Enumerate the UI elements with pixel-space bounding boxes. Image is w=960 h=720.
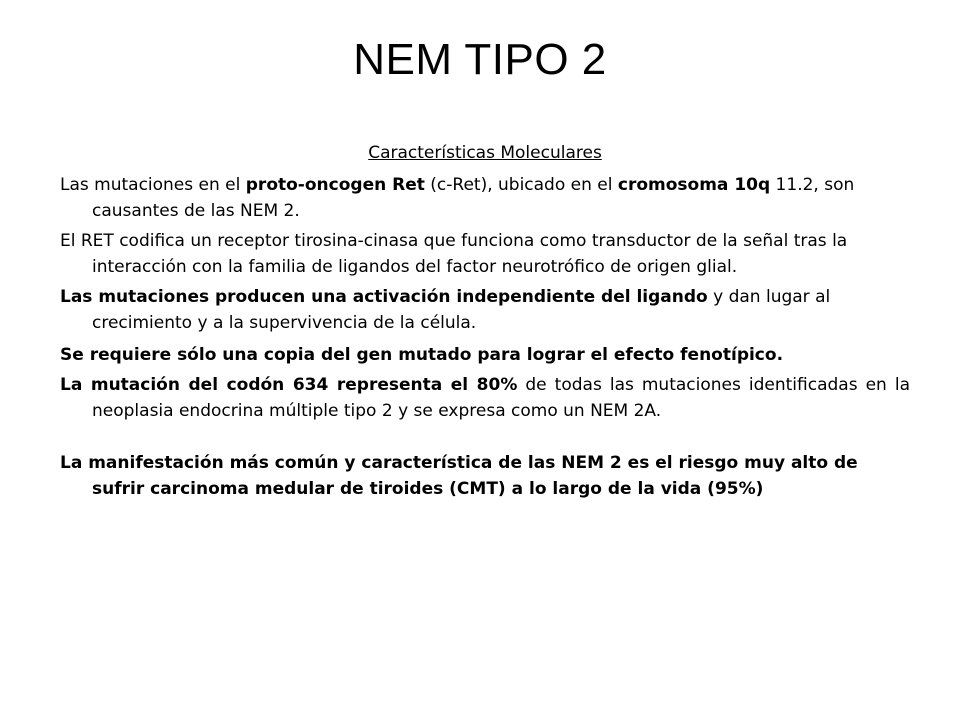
text-fragment: de todas las mutaciones identificadas en la neoplasia endocrina múltiple tipo 2 y se expresa como un NEM 2A. [92, 375, 910, 421]
text-fragment: Las mutaciones en el [60, 175, 246, 195]
paragraph-ret-receptor: El RET codifica un receptor tirosina-cinasa que funciona como transductor de la señal tras la interacción con la familia de ligandos del factor neurotrófico de origen glial. [60, 231, 848, 277]
text-fragment: (c-Ret), ubicado en el [424, 175, 618, 195]
slide-body [60, 140, 910, 506]
paragraph-single-copy [60, 342, 910, 368]
bold-statement-cmt: La manifestación más común y característica de las NEM 2 es el riesgo muy alto de sufrir carcinoma medular de tiroides (CMT) a lo largo de la vida (95%) [60, 453, 858, 499]
paragraph-ret-location [60, 172, 910, 224]
section-subtitle: Características Moleculares [368, 143, 602, 163]
bold-statement-activation: Las mutaciones producen una activación independiente del ligando [60, 287, 708, 307]
bold-term-chromosome: cromosoma 10q [617, 175, 771, 195]
spacer [60, 428, 910, 450]
bold-term-proto-oncogen: proto-oncogen Ret [245, 175, 425, 195]
slide-title: NEM TIPO 2 [353, 35, 607, 84]
paragraph-mutation-activation [60, 284, 910, 336]
bold-statement-codon: La mutación del codón 634 representa el 80% [60, 375, 518, 395]
bold-statement-single-copy: Se requiere sólo una copia del gen mutado para lograr el efecto fenotípico. [60, 345, 784, 365]
paragraph-cmt-risk [60, 450, 910, 502]
text-fragment: y dan lugar al crecimiento y a la supervivencia de la célula. [92, 287, 831, 333]
paragraph-codon-634 [60, 372, 910, 424]
text-fragment: 11.2, son causantes de las NEM 2. [92, 175, 855, 221]
